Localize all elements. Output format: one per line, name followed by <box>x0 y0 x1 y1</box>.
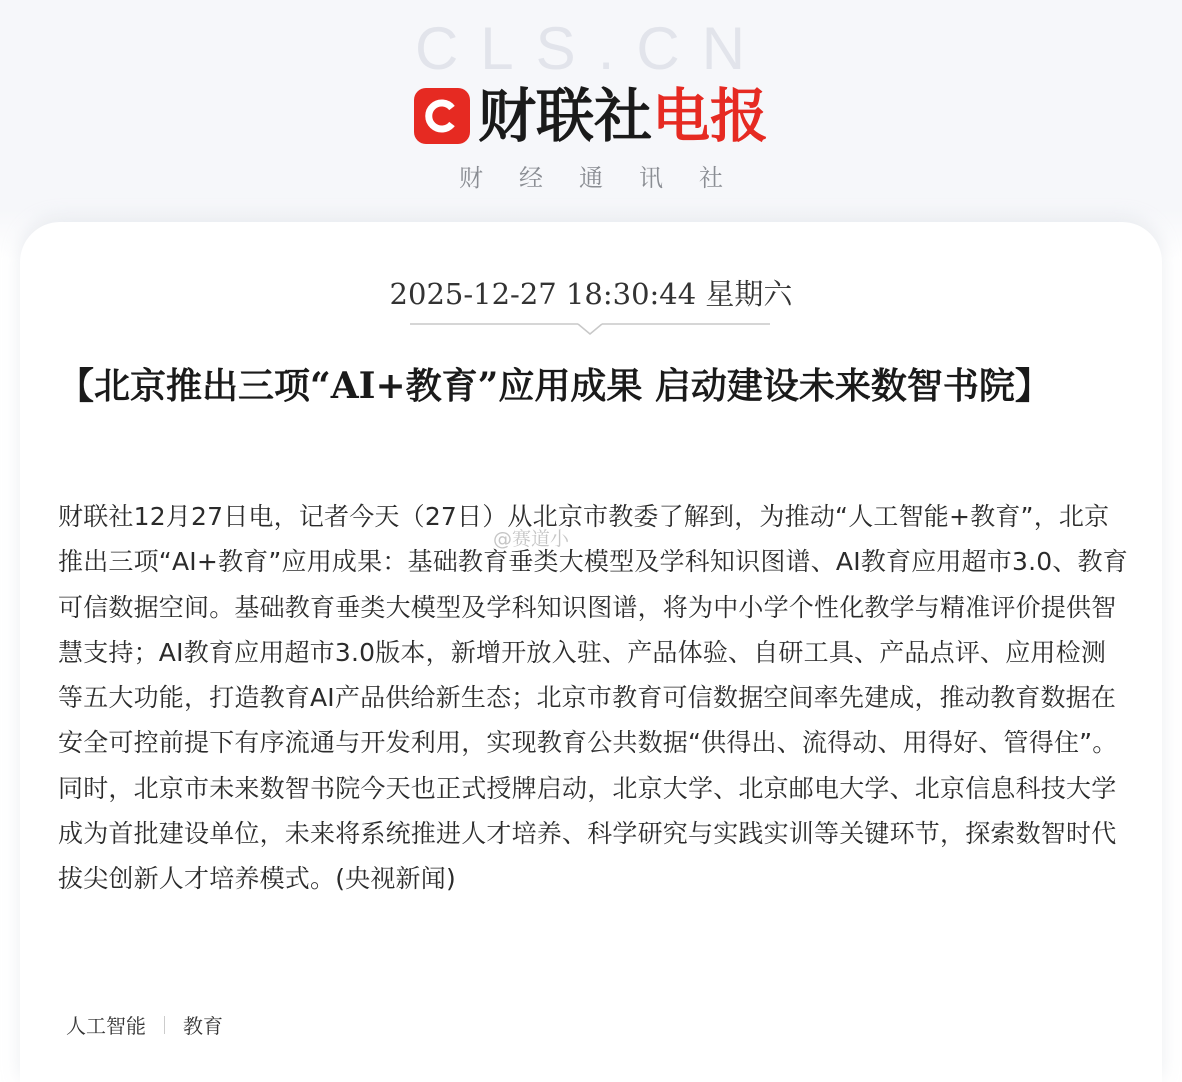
logo-c-icon <box>414 88 470 144</box>
article-body-paragraph: 财联社12月27日电，记者今天（27日）从北京市教委了解到，为推动“人工智能+教育”，北京推出三项“AI+教育”应用成果：基础教育垂类大模型及学科知识图谱、AI教育应用超市3.0、教育可信数据空间。基础教育垂类大模型及学科知识图谱，将为中小学个性化教学与精准评价提供智慧支持；AI教育应用超市3.0版本，新增开放入驻、产品体验、自研工具、产品点评、应用检测等五大功能，打造教育AI产品供给新生态；北京市教育可信数据空间率先建成，推动教育数据在安全可控前提下有序流通与开发利用，实现教育公共数据“供得出、流得动、用得好、管得住”。同时，北京市未来数智书院今天也正式授牌启动，北京大学、北京邮电大学、北京信息科技大学成为首批建设单位，未来将系统推进人才培养、科学研究与实践实训等关键环节，探索数智时代拔尖创新人才培养模式。(央视新闻) <box>58 502 1128 894</box>
article-body <box>58 494 1128 902</box>
article-datetime: 2025-12-27 18:30:44 星期六 <box>389 277 793 311</box>
header-subtitle: 财经通讯社 <box>459 164 759 192</box>
header <box>0 0 1182 215</box>
brand-logo[interactable] <box>0 84 1182 148</box>
weibo-handle: @赛道小 <box>493 528 570 550</box>
tag-separator <box>164 1016 165 1034</box>
tag-ai[interactable]: 人工智能 <box>66 1014 146 1038</box>
article-title: 【北京推出三项“AI+教育”应用成果 启动建设未来数智书院】 <box>58 365 1051 407</box>
logo-text-red: 电报 <box>652 82 769 150</box>
date-divider-icon <box>410 323 770 337</box>
header-watermark: CLS.CN <box>414 15 768 82</box>
weibo-watermark <box>493 524 569 551</box>
tag-list <box>66 1010 223 1039</box>
tag-education[interactable]: 教育 <box>183 1014 223 1038</box>
logo-text-black: 财联社 <box>477 82 652 150</box>
